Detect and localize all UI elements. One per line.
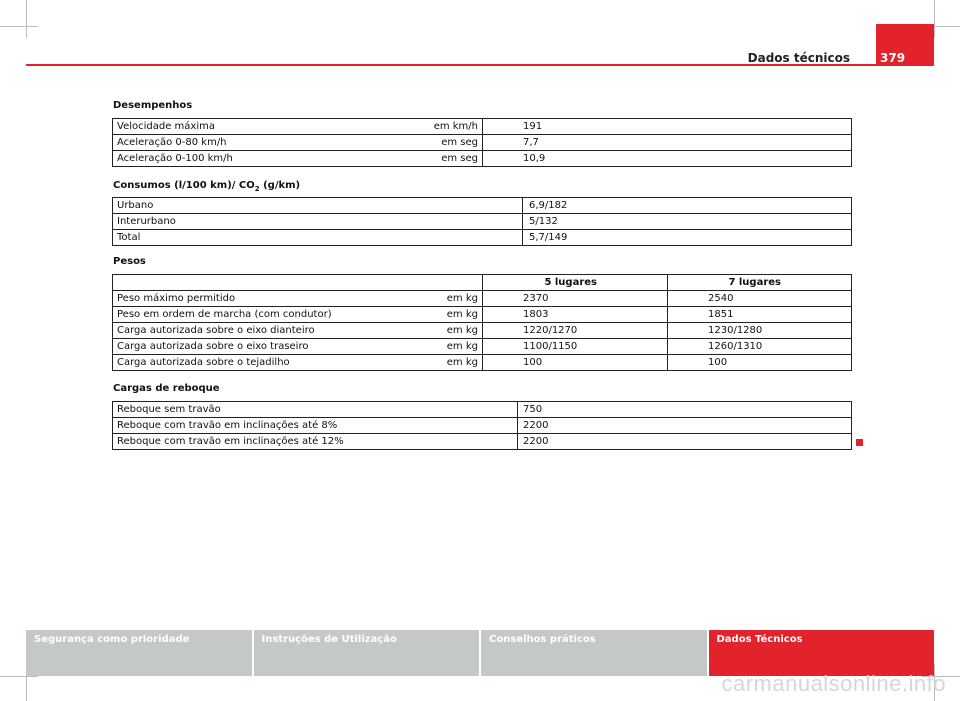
row-value: 7,7 (483, 135, 852, 151)
table-row (113, 291, 852, 307)
page-number: 379 (880, 51, 906, 65)
section-end-marker (856, 439, 863, 446)
row-value: 5/132 (523, 214, 852, 230)
row-value: 191 (483, 119, 852, 135)
row-label: Peso máximo permitido (113, 291, 393, 307)
row-label: Carga autorizada sobre o tejadilho (113, 355, 393, 371)
table-row (113, 307, 852, 323)
table-header-row (113, 275, 852, 291)
section-title-reboque: Cargas de reboque (113, 383, 220, 394)
table-row (113, 119, 852, 135)
row-unit: em seg (403, 151, 483, 167)
row-unit: em kg (393, 355, 483, 371)
column-header: 7 lugares (668, 275, 852, 291)
row-value-7-lugares: 1230/1280 (668, 323, 852, 339)
crop-mark (0, 676, 38, 677)
row-label: Interurbano (113, 214, 523, 230)
row-value-5-lugares: 1100/1150 (483, 339, 668, 355)
row-value-7-lugares: 1851 (668, 307, 852, 323)
row-label: Velocidade máxima (113, 119, 403, 135)
table-row (113, 214, 852, 230)
table-row (113, 230, 852, 246)
footer-tab-1[interactable]: Segurança como prioridade (26, 630, 252, 676)
row-label: Peso em ordem de marcha (com condutor) (113, 307, 393, 323)
section-title-pesos: Pesos (113, 256, 146, 267)
row-label: Carga autorizada sobre o eixo dianteiro (113, 323, 393, 339)
row-unit: em seg (403, 135, 483, 151)
row-label: Reboque sem travão (113, 402, 518, 418)
consumos-title-sub: 2 (254, 185, 260, 193)
table-row (113, 339, 852, 355)
row-value-5-lugares: 2370 (483, 291, 668, 307)
table-row (113, 323, 852, 339)
row-value-7-lugares: 100 (668, 355, 852, 371)
row-value-5-lugares: 100 (483, 355, 668, 371)
row-value-7-lugares: 2540 (668, 291, 852, 307)
watermark: carmanualsonline.info (721, 671, 946, 696)
row-value: 10,9 (483, 151, 852, 167)
crop-mark (0, 26, 38, 27)
row-label: Urbano (113, 198, 523, 214)
footer-tab-2[interactable]: Instruções de Utilização (254, 630, 480, 676)
row-label: Reboque com travão em inclinações até 8% (113, 418, 518, 434)
consumos-title-main: Consumos (l/100 km)/ CO (113, 180, 255, 191)
table-row (113, 402, 852, 418)
crop-mark (934, 0, 935, 38)
footer-tab-4[interactable]: Dados Técnicos (709, 630, 935, 676)
table-pesos (112, 274, 852, 371)
table-row (113, 418, 852, 434)
row-label: Aceleração 0-100 km/h (113, 151, 403, 167)
row-unit: em kg (393, 291, 483, 307)
table-row (113, 151, 852, 167)
table-consumos (112, 197, 852, 246)
row-value: 2200 (518, 418, 852, 434)
row-unit: em kg (393, 339, 483, 355)
row-unit: em kg (393, 323, 483, 339)
section-title-consumos (113, 180, 300, 193)
footer-tabs (26, 630, 934, 676)
column-header: 5 lugares (483, 275, 668, 291)
header-empty-cell (113, 275, 483, 291)
row-value-5-lugares: 1803 (483, 307, 668, 323)
crop-mark (26, 0, 27, 38)
table-row (113, 355, 852, 371)
row-label: Total (113, 230, 523, 246)
row-label: Reboque com travão em inclinações até 12% (113, 434, 518, 450)
row-value: 2200 (518, 434, 852, 450)
page-title: Dados técnicos (747, 51, 850, 65)
row-value: 750 (518, 402, 852, 418)
row-value: 6,9/182 (523, 198, 852, 214)
row-unit: em km/h (403, 119, 483, 135)
table-row (113, 135, 852, 151)
row-value: 5,7/149 (523, 230, 852, 246)
row-unit: em kg (393, 307, 483, 323)
row-label: Aceleração 0-80 km/h (113, 135, 403, 151)
table-desempenhos (112, 118, 852, 167)
consumos-title-end: (g/km) (259, 180, 301, 191)
row-value-5-lugares: 1220/1270 (483, 323, 668, 339)
footer-tab-3[interactable]: Conselhos práticos (481, 630, 707, 676)
section-title-desempenhos: Desempenhos (113, 100, 193, 111)
table-reboque (112, 401, 852, 450)
row-label: Carga autorizada sobre o eixo traseiro (113, 339, 393, 355)
table-row (113, 434, 852, 450)
row-value-7-lugares: 1260/1310 (668, 339, 852, 355)
table-row (113, 198, 852, 214)
